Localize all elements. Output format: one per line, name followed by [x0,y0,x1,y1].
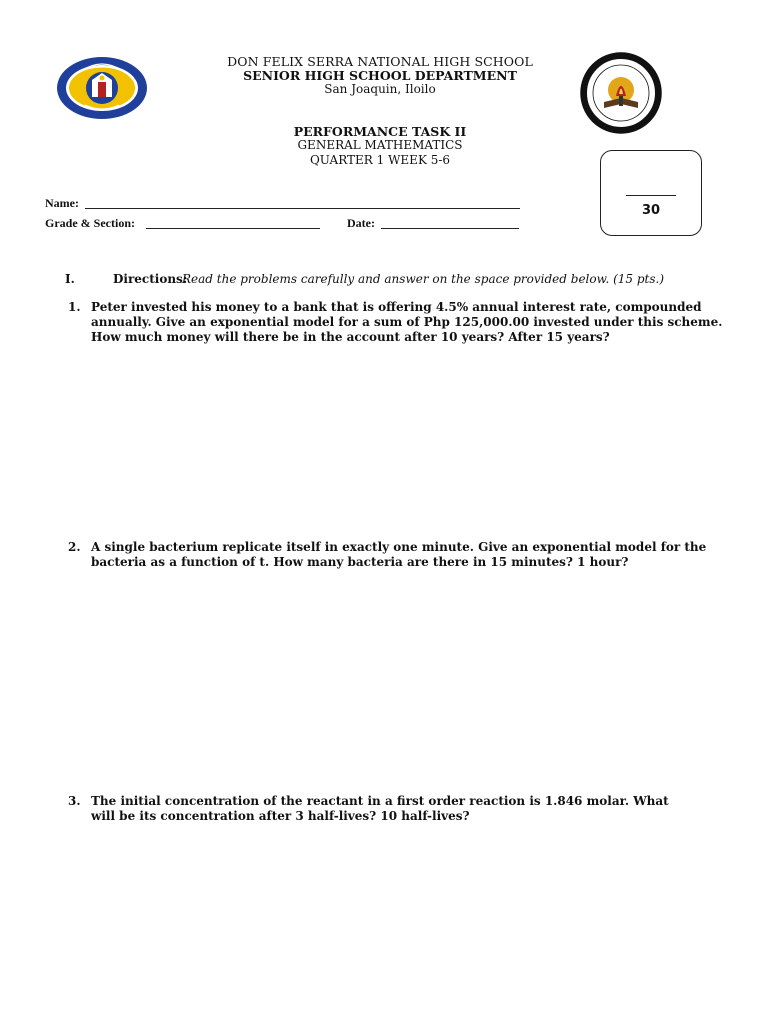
score-total: 30 [641,203,661,218]
answer-space-3[interactable] [68,830,708,1010]
department-name: SENIOR HIGH SCHOOL DEPARTMENT [243,68,517,83]
grade-section-field[interactable] [146,228,320,229]
answer-space-1[interactable] [68,348,708,528]
question-2-text: A single bacterium replicate itself in exactly one minute. Give an exponential model for the bacteria as a function of t. How many bacteria are there in 15 minutes? 1 hour? [91,540,707,569]
quarter-label: QUARTER 1 WEEK 5-6 [309,153,451,167]
question-3-number: 3. [68,794,81,808]
section-number: I. [65,272,75,286]
name-label: Name: [45,196,79,210]
name-field[interactable] [85,208,520,209]
question-1-text: Peter invested his money to a bank that is offering 4.5% annual interest rate, compounded annually. Give an exponential model for a sum of Php 125,000.00 invested under this scheme. How much money will there be in the account after 10 years? After 15 years? [91,300,723,344]
answer-space-2[interactable] [68,575,708,780]
directions-label: Directions: [113,272,188,286]
school-name: DON FELIX SERRA NATIONAL HIGH SCHOOL [227,54,533,69]
deped-seal-logo [55,55,149,121]
task-title: PERFORMANCE TASK II [293,124,467,139]
score-blank-line [626,195,676,196]
school-seal-logo [580,52,662,134]
date-label: Date: [347,216,375,230]
date-field[interactable] [381,228,519,229]
question-2-number: 2. [68,540,81,554]
subject-title: GENERAL MATHEMATICS [297,138,463,152]
school-location: San Joaquin, Iloilo [324,82,436,96]
grade-section-label: Grade & Section: [45,216,135,230]
question-1-number: 1. [68,300,81,314]
directions-text: Read the problems carefully and answer on the space provided below. (15 pts.) [182,272,665,286]
question-3-text: The initial concentration of the reactant in a first order reaction is 1.846 molar. What will be its concentration after 3 half-lives? 10 half-lives? [91,794,669,823]
score-box [600,150,702,236]
